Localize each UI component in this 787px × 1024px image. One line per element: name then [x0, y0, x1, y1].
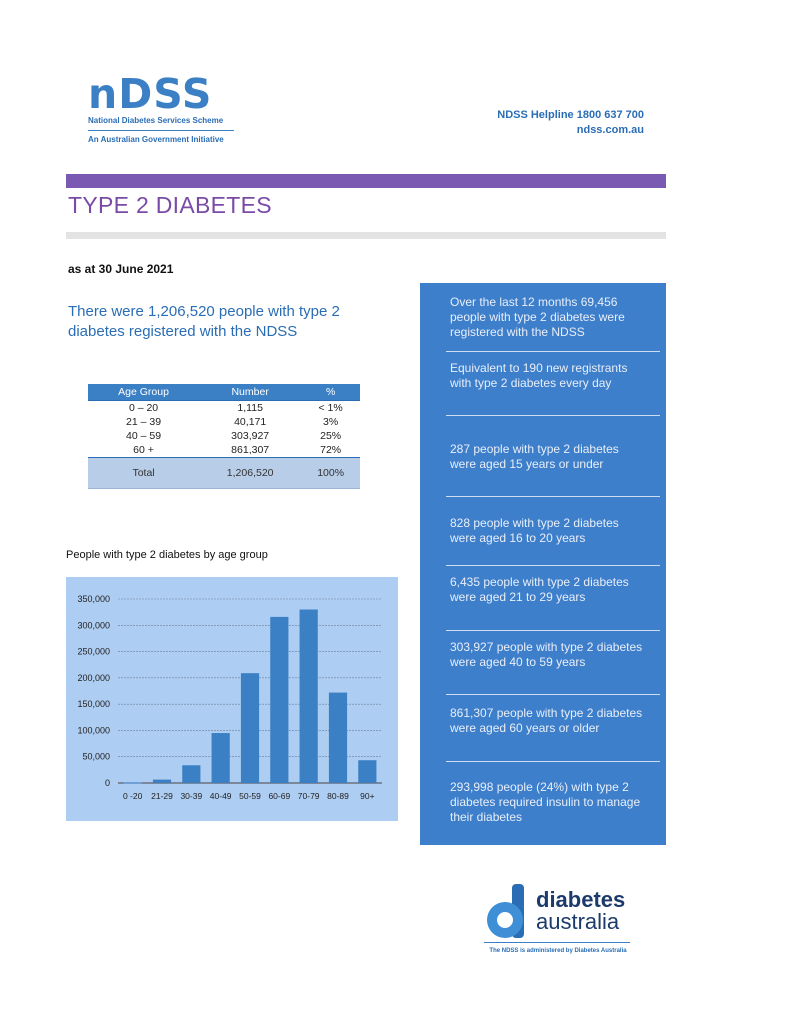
table-cell-number: 303,927 — [231, 430, 270, 442]
chart-svg — [66, 577, 398, 821]
bar-21-29 — [153, 780, 171, 783]
bar-50-59 — [241, 673, 259, 783]
table-row — [88, 415, 360, 429]
bar-80-89 — [329, 693, 347, 783]
diabetes-australia-d-icon — [484, 884, 530, 940]
y-tick-label: 300,000 — [77, 620, 110, 631]
stat-insulin: 293,998 people (24%) with type 2 diabetes required insulin to manage their diabetes — [450, 780, 641, 824]
x-tick-label: 70-79 — [297, 791, 320, 801]
table-row — [88, 429, 360, 443]
as-at-date: as at 30 June 2021 — [68, 262, 174, 276]
x-tick-label: 30-39 — [180, 791, 203, 801]
y-tick-label: 250,000 — [77, 646, 110, 657]
bar-30-39 — [182, 765, 200, 783]
bar-0-20 — [124, 782, 142, 783]
stat-divider — [446, 415, 660, 416]
stat-aged-40-59: 303,927 people with type 2 diabetes were aged 40 to 59 years — [450, 640, 643, 669]
stat-aged-21-29: 6,435 people with type 2 diabetes were aged 21 to 29 years — [450, 575, 629, 604]
age-group-bar-chart — [66, 577, 398, 821]
table-cell-age: 21 – 39 — [126, 416, 162, 428]
bar-70-79 — [300, 610, 318, 783]
diabetes-australia-wordmark-2: australia — [536, 909, 620, 934]
table-cell-percent: 72% — [320, 444, 342, 456]
x-tick-label: 60-69 — [268, 791, 291, 801]
stat-divider — [446, 351, 660, 352]
diabetes-australia-logo — [484, 882, 634, 942]
page-title: TYPE 2 DIABETES — [68, 192, 272, 218]
ndss-logo — [88, 70, 238, 149]
table-cell-number: 1,115 — [237, 402, 263, 414]
stat-registered-12-months: Over the last 12 months 69,456 people with type 2 diabetes were registered with the NDSS — [450, 295, 625, 339]
x-tick-label: 21-29 — [151, 791, 173, 801]
x-tick-label: 50-59 — [239, 791, 261, 801]
stats-panel — [420, 283, 666, 845]
table-total-row — [88, 458, 360, 489]
table-cell-age: 60 + — [133, 444, 154, 456]
table-cell-number: 40,171 — [234, 416, 267, 428]
diabetes-australia-wordmark-1: diabetes — [536, 887, 626, 912]
ndss-logo-subtitle: National Diabetes Services Scheme — [88, 116, 224, 125]
table-header-age-group: Age Group — [88, 384, 199, 401]
ndss-logo-mark: nDSS — [88, 70, 213, 118]
stat-divider — [446, 496, 660, 497]
table-total-percent: 100% — [301, 458, 360, 489]
stat-aged-16-20: 828 people with type 2 diabetes were aged 16 to 20 years — [450, 516, 619, 545]
y-tick-label: 200,000 — [77, 672, 110, 683]
x-tick-label: 0 -20 — [122, 791, 143, 801]
table-cell-age: 0 – 20 — [128, 402, 159, 414]
table-cell-percent: < 1% — [318, 402, 343, 414]
stat-divider — [446, 694, 660, 695]
stat-aged-60-older: 861,307 people with type 2 diabetes were aged 60 years or older — [450, 706, 643, 735]
x-tick-label: 90+ — [360, 791, 375, 801]
title-underline-band — [66, 232, 666, 239]
table-row — [88, 401, 360, 416]
bar-90+ — [358, 760, 376, 783]
table-cell-number: 861,307 — [231, 444, 270, 456]
y-tick-label: 150,000 — [77, 699, 110, 710]
y-tick-label: 350,000 — [77, 594, 110, 604]
table-total-label: Total — [88, 458, 199, 489]
table-header-number: Number — [199, 384, 301, 401]
stat-divider — [446, 761, 660, 762]
table-total-number: 1,206,520 — [199, 458, 301, 489]
ndss-logo-divider — [88, 130, 234, 131]
table-header-row — [88, 384, 360, 401]
helpline-number: NDSS Helpline 1800 637 700 — [497, 109, 644, 121]
table-header-percent: % — [301, 384, 360, 401]
stat-divider — [446, 630, 660, 631]
title-accent-bar — [66, 174, 666, 188]
x-tick-label: 40-49 — [209, 791, 232, 801]
age-group-table — [88, 384, 360, 489]
y-tick-label: 0 — [104, 778, 110, 788]
administered-note: The NDSS is administered by Diabetes Australia — [489, 948, 627, 954]
chart-title: People with type 2 diabetes by age group — [66, 549, 268, 561]
table-cell-percent: 25% — [320, 430, 342, 442]
bar-60-69 — [270, 617, 288, 783]
stat-daily-registrants: Equivalent to 190 new registrants with type 2 diabetes every day — [450, 361, 628, 390]
helpline-block — [497, 108, 644, 138]
footer-divider — [484, 942, 630, 943]
ndss-logo-initiative: An Australian Government Initiative — [88, 135, 224, 144]
table-cell-age: 40 – 59 — [126, 430, 162, 442]
headline-total: There were 1,206,520 people with type 2 diabetes registered with the NDSS — [68, 303, 340, 340]
website-link[interactable]: ndss.com.au — [576, 124, 644, 136]
y-tick-label: 50,000 — [82, 751, 110, 762]
table-row — [88, 443, 360, 458]
stat-aged-15-under: 287 people with type 2 diabetes were aged 15 years or under — [450, 442, 619, 471]
bar-40-49 — [212, 733, 230, 783]
table-cell-percent: 3% — [323, 416, 339, 428]
stat-divider — [446, 565, 660, 566]
y-tick-label: 100,000 — [77, 725, 110, 736]
x-tick-label: 80-89 — [327, 791, 349, 801]
